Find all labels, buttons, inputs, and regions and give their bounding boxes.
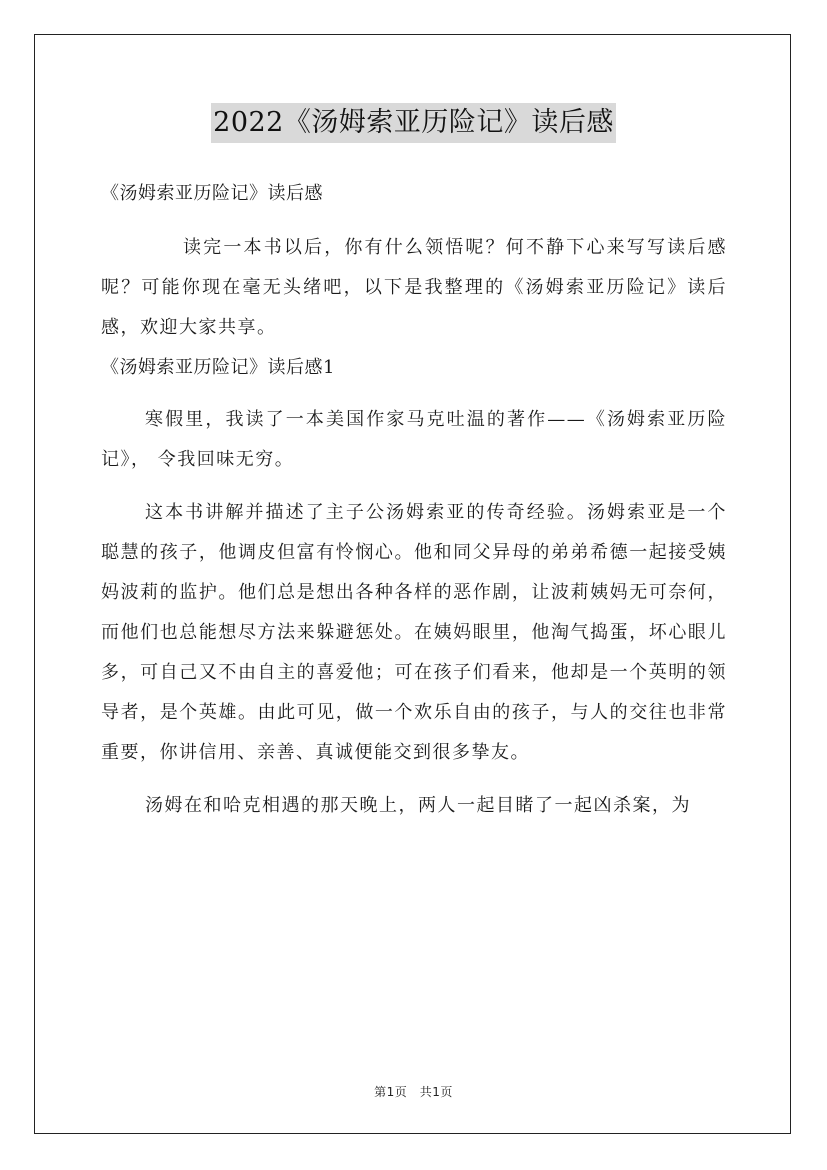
intro-paragraph: 读完一本书以后，你有什么领悟呢？何不静下心来写写读后感呢？可能你现在毫无头绪吧，以下是我整理的《汤姆索亚历险记》读后感，欢迎大家共享。 — [101, 237, 727, 338]
body-paragraph-1: 寒假里，我读了一本美国作家马克吐温的著作——《汤姆索亚历险记》， 令我回味无穷。 — [101, 409, 727, 470]
page-number-footer: 第1页 共1页 — [374, 1085, 453, 1099]
section-heading: 《汤姆索亚历险记》读后感1 — [101, 357, 335, 378]
document-title: 2022《汤姆索亚历险记》读后感 — [211, 103, 616, 143]
document-body — [101, 174, 727, 826]
title-container — [0, 103, 827, 143]
body-paragraph-3: 汤姆在和哈克相遇的那天晚上，两人一起目睹了一起凶杀案，为 — [145, 795, 691, 816]
body-paragraph-2: 这本书讲解并描述了主子公汤姆索亚的传奇经验。汤姆索亚是一个聪慧的孩子，他调皮但富有怜悯心。他和同父异母的弟弟希德一起接受姨妈波莉的监护。他们总是想出各种各样的恶作剧，让波莉姨妈无可奈何，而他们也总能想尽方法来躲避惩处。在姨妈眼里，他淘气捣蛋，坏心眼儿多，可自己又不由自主的喜爱他；可在孩子们看来，他却是一个英明的领导者，是个英雄。由此可见，做一个欢乐自由的孩子，与人的交往也非常重要，你讲信用、亲善、真诚便能交到很多挚友。 — [101, 502, 727, 763]
subtitle-line: 《汤姆索亚历险记》读后感 — [101, 183, 323, 204]
